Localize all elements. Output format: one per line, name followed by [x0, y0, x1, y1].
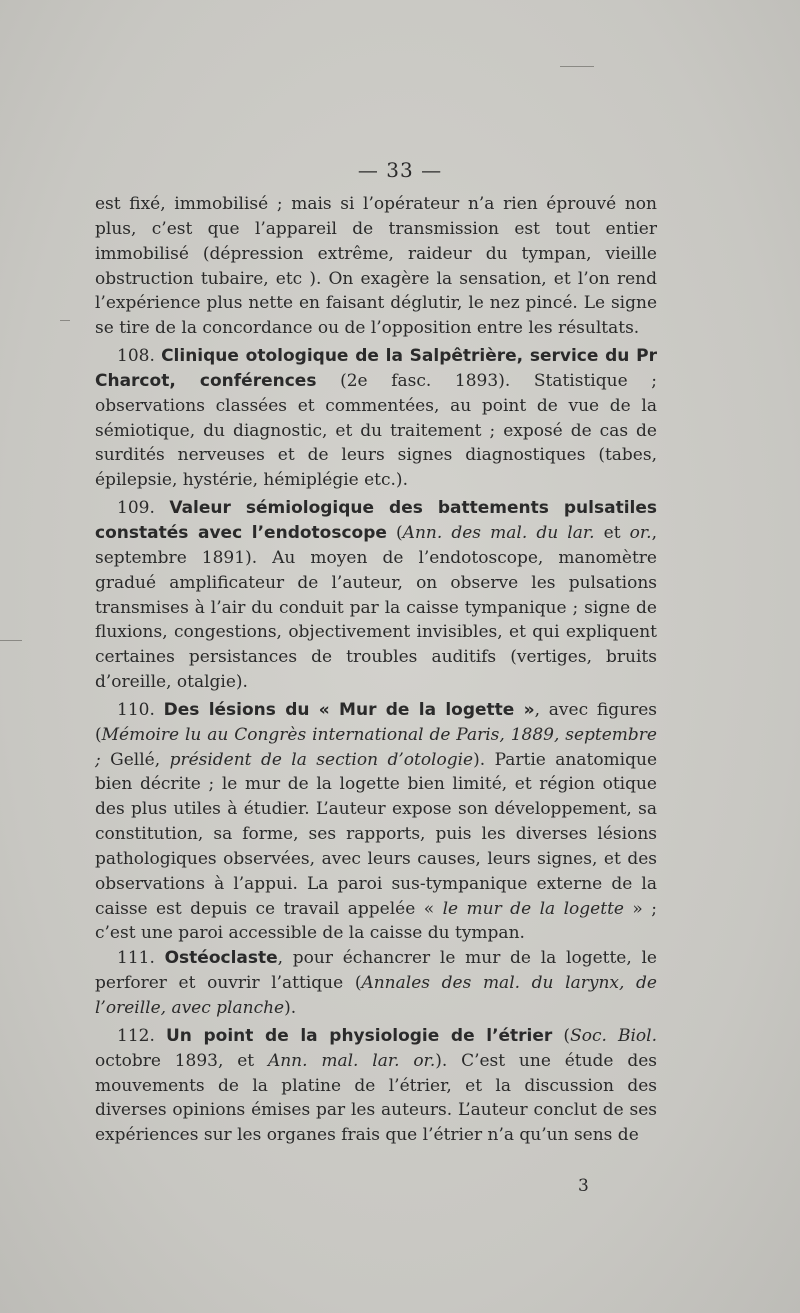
- citation: président de la section d’otologie: [169, 749, 474, 770]
- text-segment: est fixé, immobilisé ; mais si l’opérateur n’a rien éprouvé non plus, c’est que l’appareil de transmission est tout entier immobilisé (dépression extrême, raideur du tympan, vieille obstruction tubaire, etc ). On exagère la sensation, et l’on rend l’expérience plus nette en faisant déglutir, le nez pincé. Le signe se tire de la concordance ou de l’opposition entre les résultats.: [95, 194, 657, 339]
- paragraph: [95, 1024, 657, 1148]
- text-segment: , pour échancrer le mur de la logette, le perforer et ouvrir l’attique (: [95, 948, 657, 994]
- scan-mark: [60, 320, 70, 321]
- text-segment: ).: [284, 998, 297, 1018]
- entry-title: Clinique otologique de la Salpêtrière, service du Pr Charcot, conférences: [95, 346, 657, 391]
- citation: Annales des mal. du larynx, de l’oreille, avec planche: [95, 973, 657, 1018]
- entry-title: Un point de la physiologie de l’étrier: [165, 1025, 553, 1046]
- entry-title: Ostéoclaste: [164, 948, 278, 969]
- citation: Ann. mal. lar. or.: [267, 1050, 436, 1071]
- entry-number: 108.: [117, 346, 162, 367]
- entry-number: 112.: [117, 1025, 166, 1046]
- citation: or.: [629, 522, 652, 543]
- text-segment: » ; c’est une paroi accessible de la caisse du tympan.: [95, 898, 658, 944]
- entry-title: Valeur sémiologique des battements pulsatiles constatés avec l’endotoscope: [95, 498, 657, 543]
- text-segment: (: [386, 522, 403, 543]
- text-segment: Gellé,: [100, 749, 170, 770]
- scan-mark: [560, 66, 594, 67]
- signature-mark: 3: [578, 1176, 589, 1196]
- scan-mark: [0, 640, 22, 641]
- entry-number: 110.: [117, 699, 164, 720]
- citation: le mur de la logette: [442, 898, 624, 919]
- entry-number: 111.: [117, 948, 165, 969]
- body-text: [95, 192, 657, 1148]
- citation: Mémoire lu au Congrès international de Paris, 1889, septembre ;: [95, 724, 657, 770]
- page-number-header: — 33 —: [357, 158, 443, 182]
- paragraph: [95, 192, 657, 341]
- text-segment: et: [594, 522, 630, 543]
- text-segment: , septembre 1891). Au moyen de l’endotoscope, manomètre gradué amplificateur de l’auteur, on observe les pulsations transmises à l’air du conduit par la caisse tympanique ; signe de fluxions, congestions, objectivement invisibles, et qui expliquent certaines persistances de troubles auditifs (vertiges, bruits d’oreille, otalgie).: [95, 522, 657, 693]
- text-segment: ). C’est une étude des mouvements de la platine de l’étrier, et la discussion des diverses opinions émises par les auteurs. L’auteur conclut de ses expériences sur les organes frais que l’étrier n’a qu’un sens de: [95, 1050, 657, 1146]
- citation: Ann. des mal. du lar.: [402, 522, 595, 543]
- paragraph: [95, 946, 657, 1021]
- text-segment: (2e fasc. 1893). Statistique ; observations classées et commentées, au point de vue de la sémiotique, du diagnostic, et du traitement ; exposé de cas de surdités nerveuses et de leurs signes diagnostiques (tabes, épilepsie, hystérie, hémiplégie etc.).: [95, 370, 657, 491]
- entry-title: Des lésions du « Mur de la logette »: [163, 699, 535, 720]
- entry-number: 109.: [117, 498, 170, 519]
- text-segment: (: [552, 1025, 571, 1046]
- text-segment: ). Partie anatomique bien décrite ; le mur de la logette bien limité, et région otique des plus utiles à étudier. L’auteur expose son développement, sa constitution, sa forme, ses rapports, puis les diverses lésions pathologiques observées, avec leurs causes, leurs signes, et des observations à l’appui. La paroi sus-tympanique externe de la caisse est depuis ce travail appelée «: [95, 749, 658, 919]
- text-segment: , avec figures (: [95, 699, 657, 745]
- citation: Soc. Biol.: [570, 1025, 657, 1046]
- paragraph: [95, 496, 657, 695]
- text-segment: octobre 1893, et: [95, 1050, 268, 1071]
- paragraph: [95, 344, 657, 493]
- paragraph: [95, 698, 657, 946]
